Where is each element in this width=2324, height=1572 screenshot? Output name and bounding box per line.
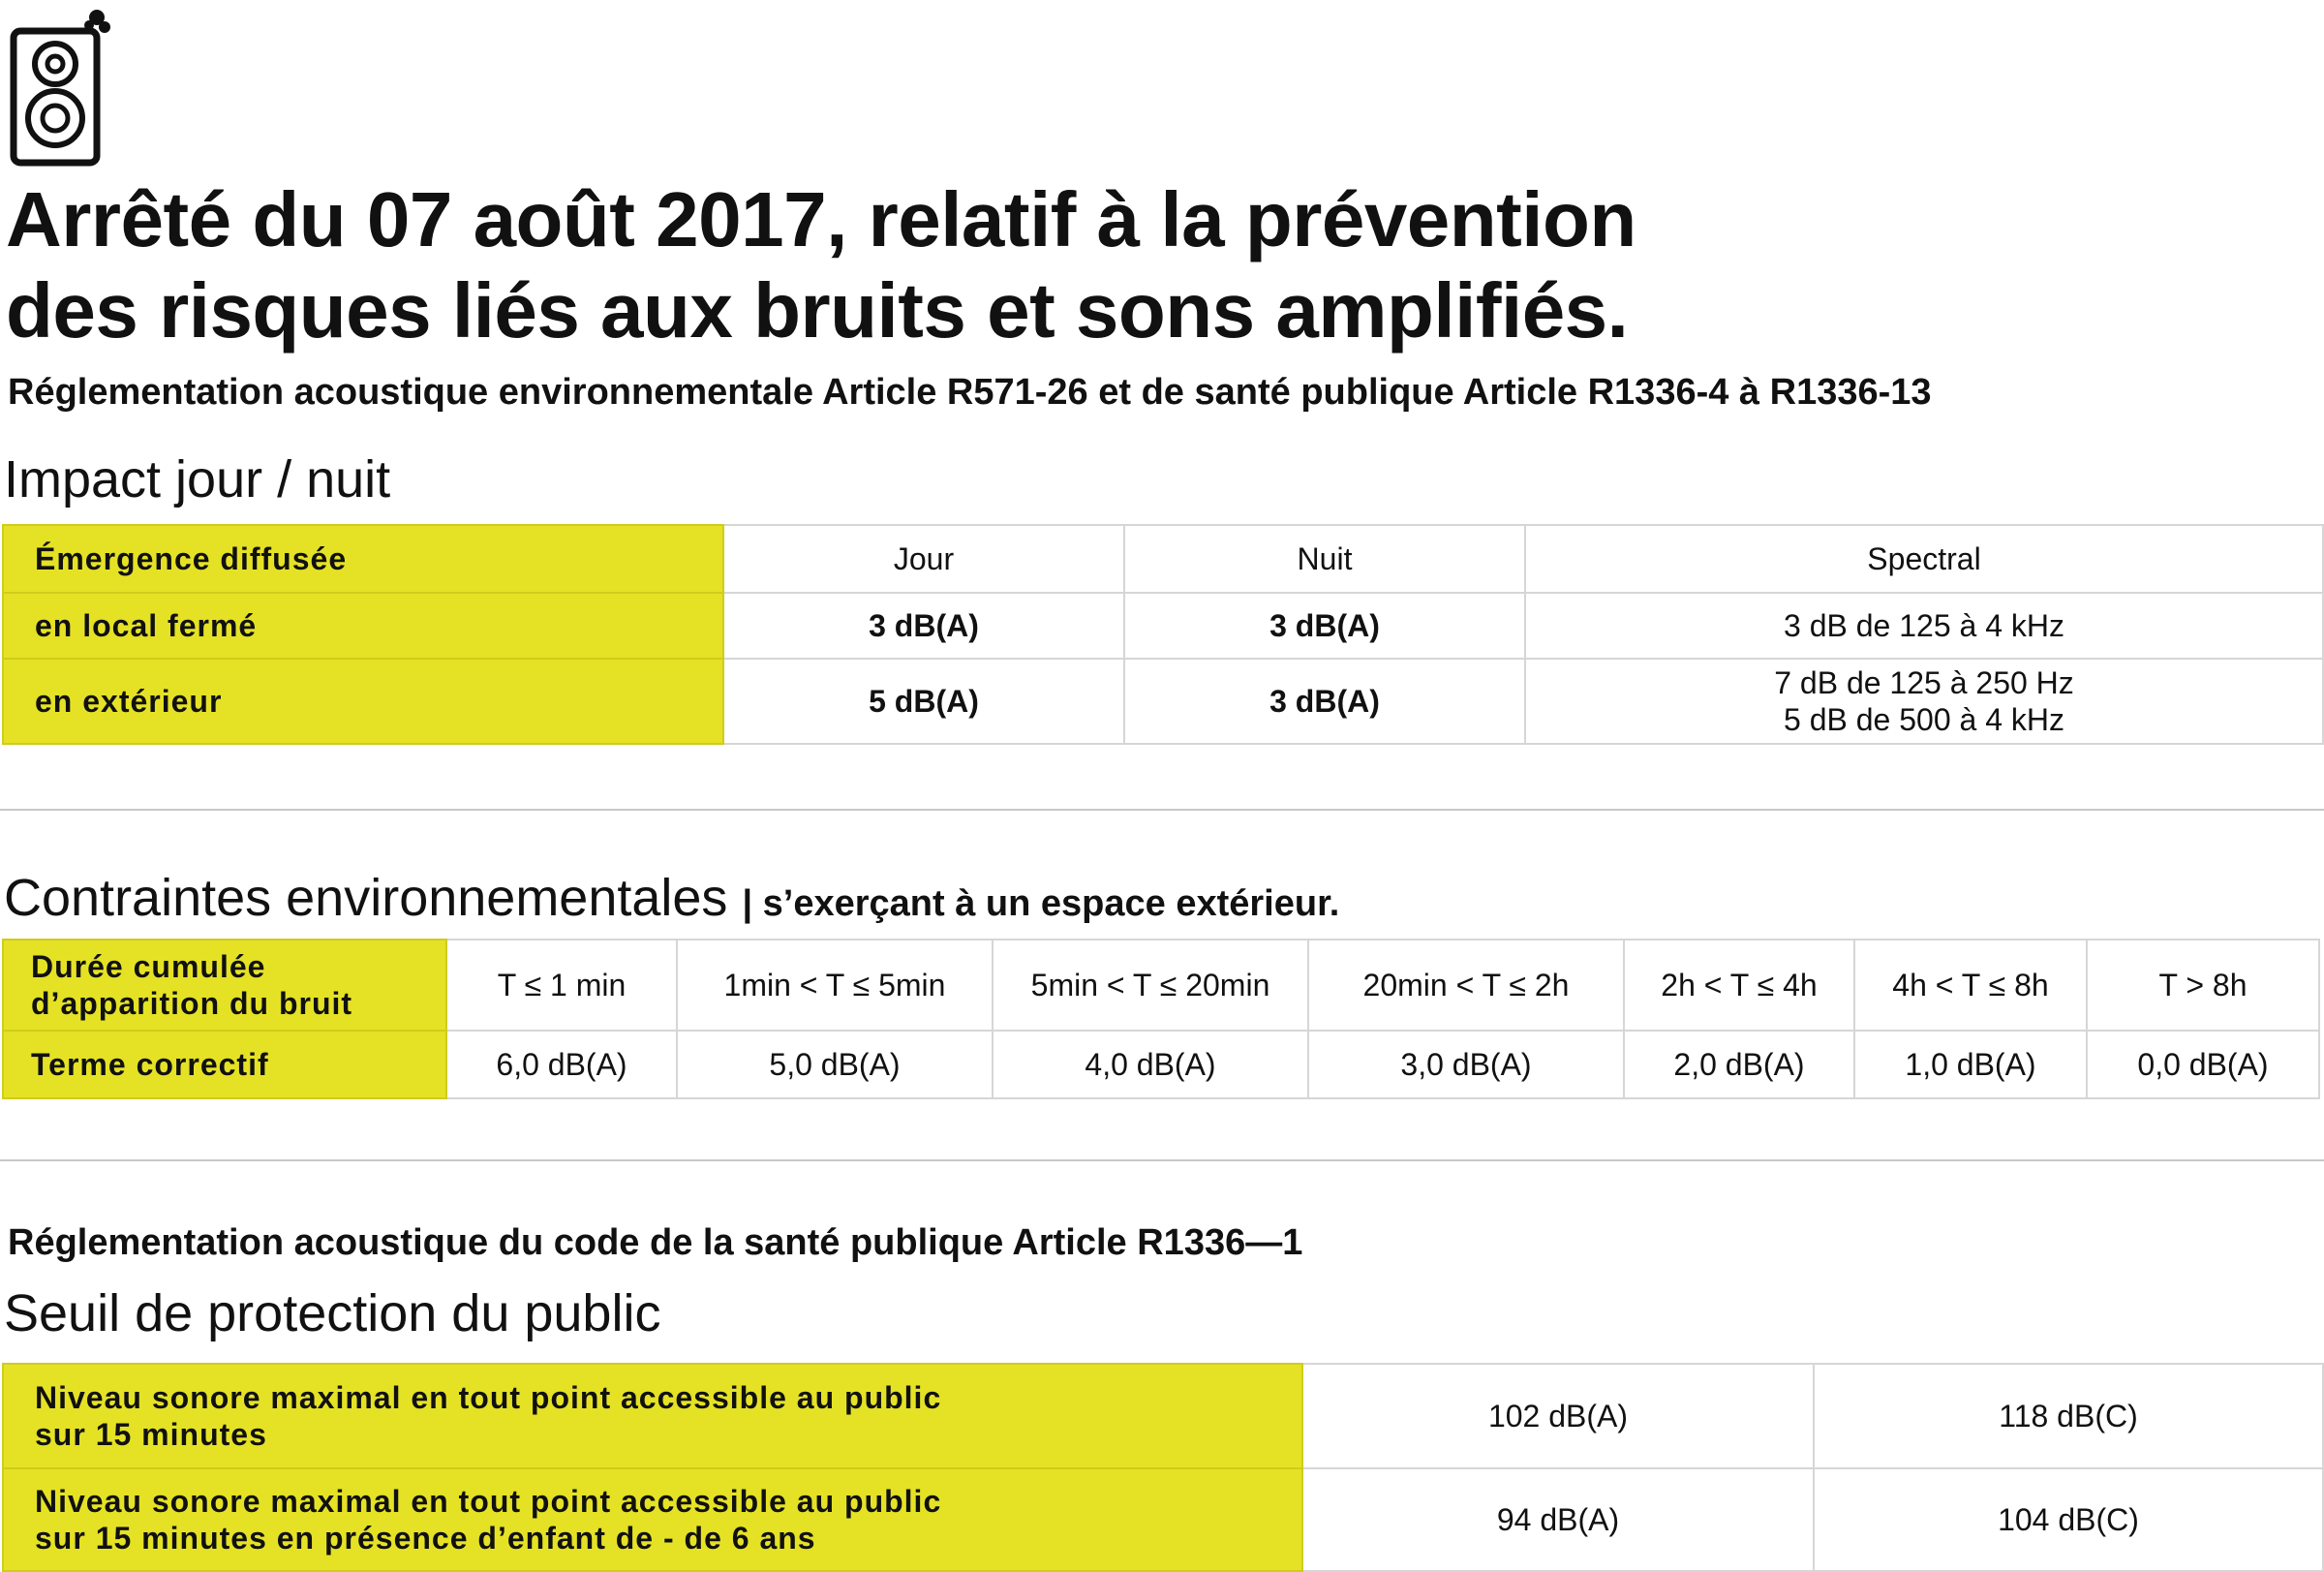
protection-dba-value: 102 dB(A) — [1302, 1364, 1814, 1468]
correction-row — [3, 1031, 2319, 1098]
impact-header-row — [3, 525, 2323, 593]
impact-jour-value: 5 dB(A) — [723, 659, 1124, 744]
impact-header-nuit: Nuit — [1124, 525, 1525, 593]
section-heading-environmental-text: Contraintes environnementales — [4, 869, 728, 927]
correction-cell: 1,0 dB(A) — [1854, 1031, 2087, 1098]
protection-label-line-1: Niveau sonore maximal en tout point accessible au public — [35, 1380, 942, 1415]
section-heading-protection: Seuil de protection du public — [4, 1284, 661, 1342]
correction-cell: 4,0 dB(A) — [993, 1031, 1308, 1098]
impact-jour-value: 3 dB(A) — [723, 593, 1124, 659]
table-row — [3, 1364, 2323, 1468]
impact-table — [2, 524, 2324, 745]
protection-label-line-1: Niveau sonore maximal en tout point accessible au public — [35, 1484, 942, 1519]
divider — [0, 809, 2324, 811]
duration-row — [3, 940, 2319, 1031]
correction-cell: 6,0 dB(A) — [446, 1031, 677, 1098]
duration-cell: 4h < T ≤ 8h — [1854, 940, 2087, 1031]
correction-cell: 5,0 dB(A) — [677, 1031, 993, 1098]
correction-cell: 0,0 dB(A) — [2087, 1031, 2319, 1098]
impact-spectral-value: 3 dB de 125 à 4 kHz — [1525, 593, 2323, 659]
correction-cell: 2,0 dB(A) — [1624, 1031, 1854, 1098]
protection-dba-value: 94 dB(A) — [1302, 1468, 1814, 1571]
correction-table — [2, 939, 2320, 1099]
impact-row-label: en local fermé — [3, 593, 723, 659]
subtitle-public-health-regulation: Réglementation acoustique du code de la santé publique Article R1336—1 — [8, 1222, 1303, 1263]
impact-spectral-line-1: 7 dB de 125 à 250 Hz — [1774, 665, 2074, 700]
subtitle-environmental-regulation: Réglementation acoustique environnementale Article R571-26 et de santé publique Article R1336-4 à R1336-13 — [8, 372, 1932, 413]
duration-cell: 1min < T ≤ 5min — [677, 940, 993, 1031]
impact-nuit-value: 3 dB(A) — [1124, 659, 1525, 744]
page-title-line-2: des risques liés aux bruits et sons amplifiés. — [6, 267, 1629, 354]
speaker-icon — [4, 2, 112, 167]
duration-cell: T ≤ 1 min — [446, 940, 677, 1031]
duration-cell: 2h < T ≤ 4h — [1624, 940, 1854, 1031]
protection-dbc-value: 118 dB(C) — [1814, 1364, 2323, 1468]
table-row — [3, 1468, 2323, 1571]
correction-label: Terme correctif — [3, 1031, 446, 1098]
duration-cell: T > 8h — [2087, 940, 2319, 1031]
correction-cell: 3,0 dB(A) — [1308, 1031, 1624, 1098]
impact-header-label: Émergence diffusée — [3, 525, 723, 593]
duration-label — [3, 940, 446, 1031]
table-row — [3, 593, 2323, 659]
protection-table — [2, 1363, 2324, 1572]
impact-row-label: en extérieur — [3, 659, 723, 744]
page-title — [6, 174, 2136, 356]
divider — [0, 1159, 2324, 1161]
impact-header-jour: Jour — [723, 525, 1124, 593]
duration-label-line-2: d’apparition du bruit — [31, 986, 353, 1021]
duration-label-line-1: Durée cumulée — [31, 949, 266, 984]
duration-cell: 5min < T ≤ 20min — [993, 940, 1308, 1031]
protection-row-label — [3, 1468, 1302, 1571]
protection-label-line-2: sur 15 minutes — [35, 1417, 267, 1452]
page-title-line-1: Arrêté du 07 août 2017, relatif à la prévention — [6, 176, 1636, 262]
impact-header-spectral: Spectral — [1525, 525, 2323, 593]
section-heading-environmental-aside: | s’exerçant à un espace extérieur. — [742, 883, 1340, 924]
section-heading-environmental — [4, 868, 1339, 928]
section-heading-impact: Impact jour / nuit — [4, 450, 391, 509]
duration-cell: 20min < T ≤ 2h — [1308, 940, 1624, 1031]
impact-spectral-value — [1525, 659, 2323, 744]
protection-row-label — [3, 1364, 1302, 1468]
table-row — [3, 659, 2323, 744]
protection-dbc-value: 104 dB(C) — [1814, 1468, 2323, 1571]
impact-spectral-line-2: 5 dB de 500 à 4 kHz — [1784, 702, 2064, 737]
protection-label-line-2: sur 15 minutes en présence d’enfant de - de 6 ans — [35, 1521, 816, 1556]
impact-nuit-value: 3 dB(A) — [1124, 593, 1525, 659]
